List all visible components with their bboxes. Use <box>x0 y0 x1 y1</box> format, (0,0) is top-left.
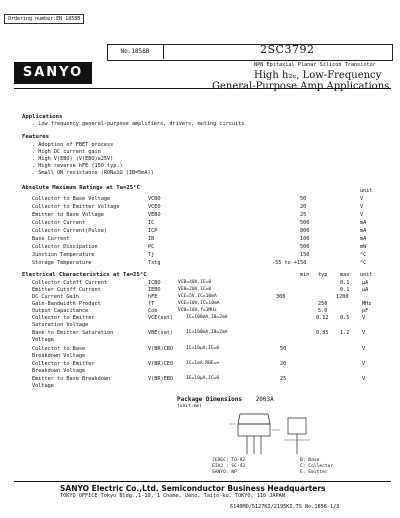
applications-heading: Applications <box>22 114 63 120</box>
col-max: max <box>340 272 350 278</box>
elec-symbol: V(BR)CEO <box>148 361 173 367</box>
elec-unit: V <box>362 315 366 321</box>
elec-name: Collector to Emitter <box>32 315 95 321</box>
abs-max-unit: V <box>360 196 364 202</box>
elec-typ: 5.0 <box>318 308 328 314</box>
device-type: NPN Epitaxial Planar Silicon Transistor <box>254 62 376 68</box>
abs-max-name: Collector Current <box>32 220 86 226</box>
package-code: 2003A <box>255 396 274 403</box>
abs-max-unit: mW <box>360 244 367 250</box>
elec-name: Voltage <box>32 383 54 389</box>
abs-max-unit: °C <box>360 252 367 258</box>
package-heading-text: Package Dimensions <box>177 396 243 403</box>
abs-max-symbol: VCBO <box>148 196 161 202</box>
abs-max-value: 500 <box>300 244 310 250</box>
elec-name: Gain-Bandwidth Product <box>32 301 101 307</box>
elec-symbol: ICBO <box>148 280 161 286</box>
elec-name: Breakdown Voltage <box>32 368 86 374</box>
package-unit: (unit:mm) <box>177 404 202 409</box>
elec-min: 300 <box>276 294 286 300</box>
elec-name: Breakdown Voltage <box>32 353 86 359</box>
elec-unit: V <box>362 330 366 336</box>
abs-max-symbol: PC <box>148 244 155 250</box>
elec-name: Emitter to Base Breakdown <box>32 376 111 382</box>
package-drawing <box>210 410 320 456</box>
title-line-2: General-Purpose Amp Applications <box>212 81 390 92</box>
elec-name: Collector to Emitter <box>32 361 95 367</box>
elec-symbol: Cob <box>148 308 158 314</box>
abs-max-value: 20 <box>300 204 307 210</box>
elec-symbol: fT <box>148 301 155 307</box>
elec-name: DC Current Gain <box>32 294 79 300</box>
pin-emitter: E: Emitter <box>300 470 328 475</box>
abs-max-unit-header: unit <box>360 188 373 194</box>
abs-max-name: Collector to Base Voltage <box>32 196 111 202</box>
abs-max-symbol: Tstg <box>148 260 161 266</box>
abs-max-unit: V <box>360 204 364 210</box>
elec-unit: MHz <box>362 301 372 307</box>
elec-condition: IE=10μA,IC=0 <box>186 376 220 381</box>
abs-max-value: 150 <box>300 252 310 258</box>
elec-condition: IC=100mA,IB=2mA <box>186 315 228 320</box>
abs-max-value: 100 <box>300 236 310 242</box>
elec-typ: 0.85 <box>316 330 329 336</box>
footer-address: TOKYO OFFICE Tokyo Bldg.,1-10, 1 Chome, Ueno, Taito-ku, TOKYO, 110 JAPAN <box>60 493 285 499</box>
elec-condition: IC=1mA,RBE=∞ <box>186 361 220 366</box>
pin-base: B: Base <box>300 458 320 463</box>
elec-condition: VEB=20V,IC=0 <box>178 287 212 292</box>
abs-max-value: 25 <box>300 212 307 218</box>
abs-max-name: Collector Current(Pulse) <box>32 228 107 234</box>
package-heading <box>177 396 274 403</box>
abs-max-value: 50 <box>300 196 307 202</box>
abs-max-value: 800 <box>300 228 310 234</box>
elec-symbol: hFE <box>148 294 158 300</box>
ordering-number: Ordering number:EN 1858B <box>4 14 84 24</box>
elec-condition: VCB=10V,f=1MHz <box>178 308 217 313</box>
abs-max-value: -55 to +150 <box>272 260 307 266</box>
elec-condition: VCE=5V,IC=10mA <box>178 294 217 299</box>
elec-name: Base to Emitter Saturation <box>32 330 114 336</box>
elec-max: 1200 <box>336 294 349 300</box>
footer-rule <box>14 481 391 482</box>
elec-max: 0.1 <box>340 287 350 293</box>
abs-max-unit: V <box>360 212 364 218</box>
package-sanyo: SANYO: NP <box>212 470 237 475</box>
elec-min: 50 <box>280 346 287 352</box>
feature-item: . Adoption of FBET process <box>32 142 114 148</box>
col-min: min <box>300 272 310 278</box>
elec-name: Output Capacitance <box>32 308 89 314</box>
part-number: 2SC3792 <box>260 43 315 56</box>
elec-condition: IC=10μA,IE=0 <box>186 346 220 351</box>
feature-item: . High V(EBO) (V(EBO)≥25V) <box>32 156 114 162</box>
abs-max-symbol: VEBO <box>148 212 161 218</box>
elec-max: 1.2 <box>340 330 350 336</box>
title-line-1: High h₂ₑ, Low-Frequency <box>254 70 382 81</box>
feature-item: . Small ON resistance (RON≤1Ω (IB=5mA)) <box>32 170 154 176</box>
elec-max: 0.5 <box>340 315 350 321</box>
package-jedec: JEDEC: TO-92 <box>212 458 246 463</box>
elec-unit: μA <box>362 280 369 286</box>
abs-max-symbol: ICP <box>148 228 158 234</box>
feature-item: . High DC current gain <box>32 149 101 155</box>
abs-max-name: Collector Dissipation <box>32 244 98 250</box>
elec-heading: Electrical Characteristics at Ta=25°C <box>22 272 147 278</box>
elec-min: 25 <box>280 376 287 382</box>
elec-unit: pF <box>362 308 369 314</box>
abs-max-name: Base Current <box>32 236 70 242</box>
elec-condition: VCE=10V,IC=10mA <box>178 301 220 306</box>
elec-symbol: VBE(sat) <box>148 330 173 336</box>
abs-max-unit: mA <box>360 220 367 226</box>
col-unit: unit <box>360 272 373 278</box>
elec-symbol: V(BR)EBO <box>148 376 173 382</box>
elec-unit: V <box>362 361 366 367</box>
footer-code: 6140MO/5127KI/2195KI,TS No.1858-1/3 <box>230 504 340 510</box>
abs-max-unit: mA <box>360 228 367 234</box>
abs-max-symbol: IB <box>148 236 155 242</box>
elec-name: Collector Cutoff Current <box>32 280 107 286</box>
elec-condition: VCB=40V,IE=0 <box>178 280 212 285</box>
applications-item: . Low frequency general-purpose amplifiers, drivers, muting circuits <box>32 121 245 127</box>
abs-max-unit: mA <box>360 236 367 242</box>
footer-company: SANYO Electric Co.,Ltd. Semiconductor Business Headquarters <box>60 484 326 493</box>
abs-max-symbol: VCEO <box>148 204 161 210</box>
elec-typ: 250 <box>318 301 328 307</box>
abs-max-name: Emitter to Base Voltage <box>32 212 104 218</box>
elec-unit: V <box>362 376 366 382</box>
abs-max-name: Collector to Emitter Voltage <box>32 204 120 210</box>
features-heading: Features <box>22 134 49 140</box>
elec-symbol: VCE(sat) <box>148 315 173 321</box>
elec-min: 20 <box>280 361 287 367</box>
abs-max-unit: °C <box>360 260 367 266</box>
elec-name: Saturation Voltage <box>32 322 89 328</box>
abs-max-name: Junction Temperature <box>32 252 95 258</box>
elec-condition: IC=100mA,IB=2mA <box>186 330 228 335</box>
pin-collector: C: Collector <box>300 464 334 469</box>
elec-name: Voltage <box>32 337 54 343</box>
abs-max-name: Storage Temperature <box>32 260 92 266</box>
elec-name: Collector to Base <box>32 346 86 352</box>
feature-item: . High reverse hFE (150 typ.) <box>32 163 123 169</box>
col-typ: typ <box>318 272 328 278</box>
elec-name: Emitter Cutoff Current <box>32 287 101 293</box>
elec-symbol: IEBO <box>148 287 161 293</box>
sanyo-logo: SANYO <box>14 62 92 84</box>
elec-typ: 0.12 <box>316 315 329 321</box>
abs-max-value: 500 <box>300 220 310 226</box>
abs-max-symbol: IC <box>148 220 155 226</box>
elec-symbol: V(BR)CBO <box>148 346 173 352</box>
elec-unit: V <box>362 346 366 352</box>
elec-max: 0.1 <box>340 280 350 286</box>
abs-max-symbol: Tj <box>148 252 155 258</box>
document-number: No.1858B <box>107 44 164 59</box>
abs-max-heading: Absolute Maximum Ratings at Ta=25°C <box>22 185 140 191</box>
package-eiaj: EIAJ : SC-43 <box>212 464 246 469</box>
elec-unit: μA <box>362 287 369 293</box>
